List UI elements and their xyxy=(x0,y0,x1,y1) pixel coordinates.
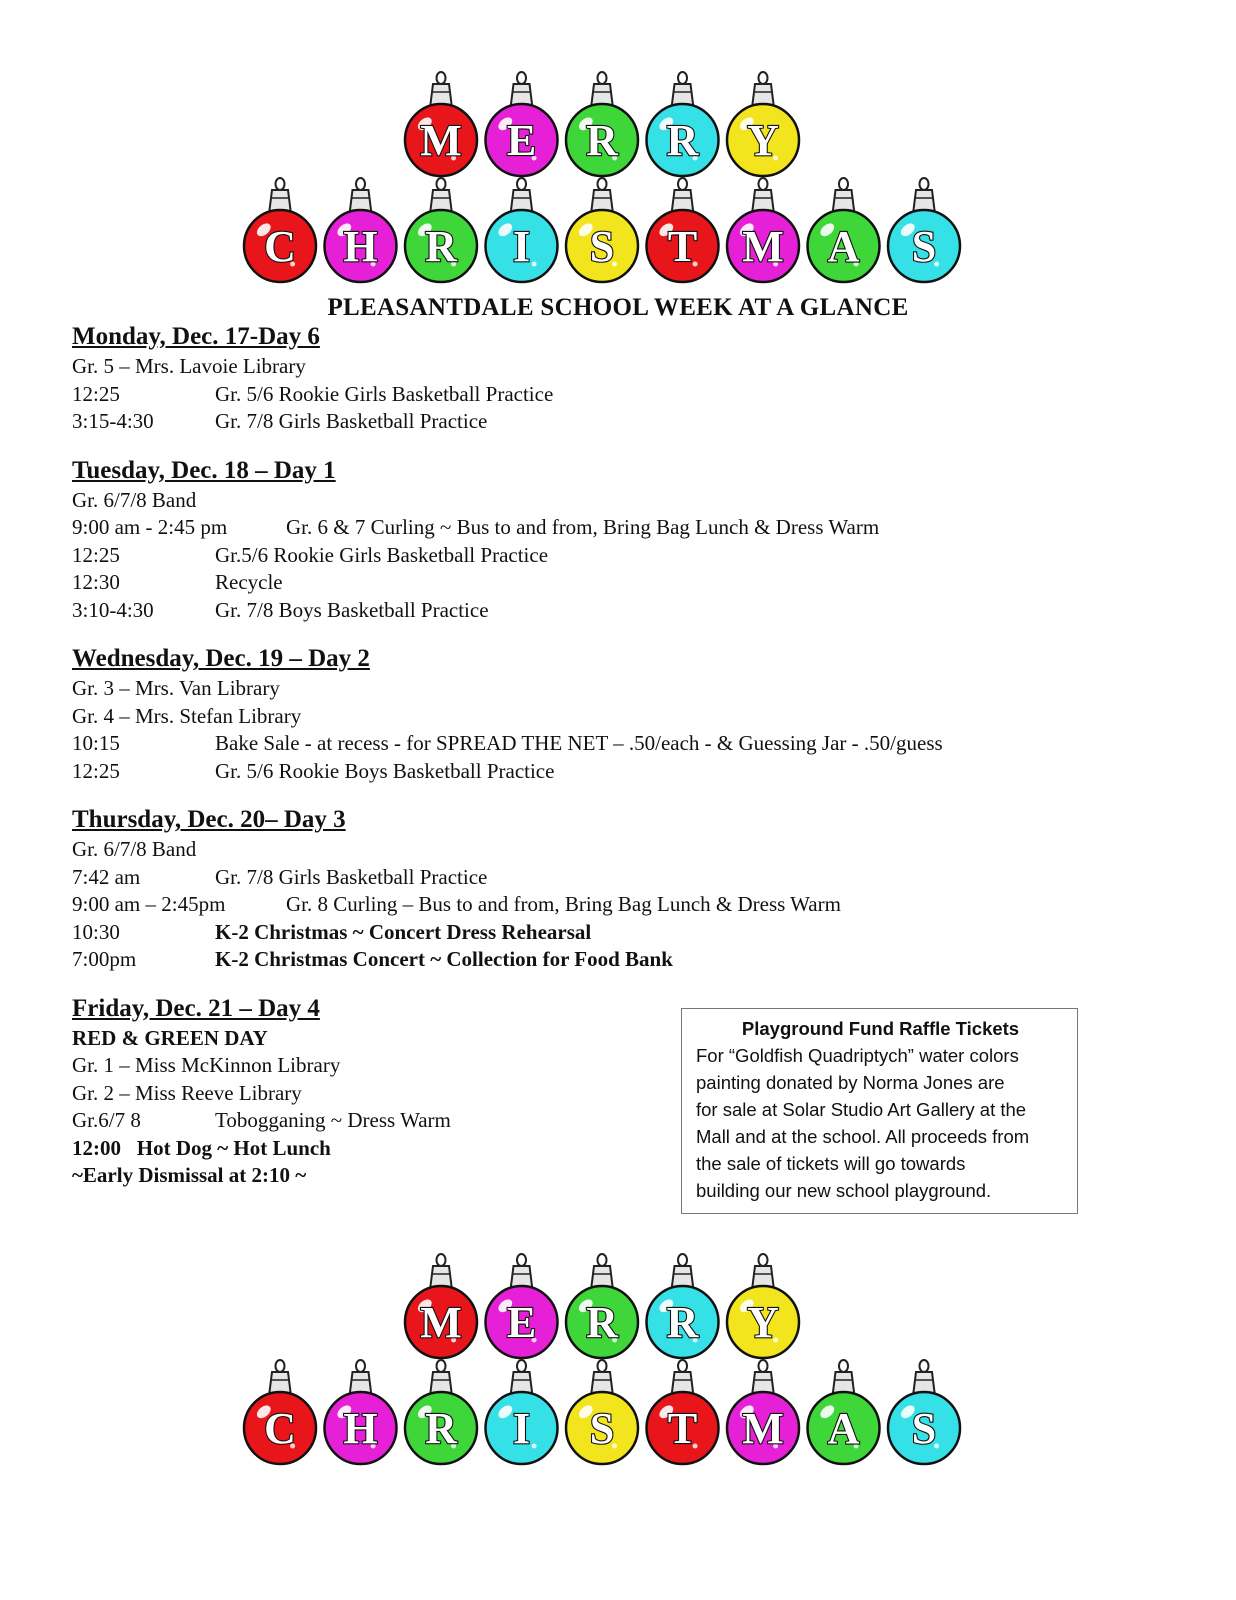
item-time: Gr.6/7 8 xyxy=(72,1108,141,1132)
item-time: 7:42 am xyxy=(72,864,141,889)
item-text: Gr. 5 – Mrs. Lavoie Library xyxy=(72,354,306,378)
ornament-m xyxy=(405,72,477,176)
ornament-r xyxy=(405,178,477,282)
schedule-item xyxy=(72,703,1172,731)
ornament-c xyxy=(244,178,316,282)
raffle-notice-box xyxy=(681,1008,1078,1214)
ornament-letter: S xyxy=(589,222,615,271)
item-text: Gr. 3 – Mrs. Van Library xyxy=(72,676,280,700)
ornament-i xyxy=(486,1360,558,1464)
ornament-letter: M xyxy=(420,116,462,165)
merry-christmas-banner-top xyxy=(0,70,1236,300)
ornament-y xyxy=(727,1254,799,1358)
schedule-item xyxy=(72,514,1172,542)
ornament-s xyxy=(888,178,960,282)
schedule-item xyxy=(72,946,1172,974)
ornament-letter: S xyxy=(911,1404,937,1453)
ornament-m xyxy=(405,1254,477,1358)
ornament-letter: H xyxy=(343,222,378,271)
schedule-item xyxy=(72,408,1172,436)
item-text: Gr. 7/8 Girls Basketball Practice xyxy=(215,409,488,433)
schedule-item xyxy=(72,381,1172,409)
ornament-m xyxy=(727,1360,799,1464)
raffle-line: the sale of tickets will go towards xyxy=(696,1153,966,1174)
item-text: Gr. 6/7/8 Band xyxy=(72,837,197,861)
schedule-item xyxy=(72,542,1172,570)
day-heading-tuesday: Tuesday, Dec. 18 – Day 1 xyxy=(72,456,336,484)
item-text: RED & GREEN DAY xyxy=(72,1025,268,1050)
item-text: Gr. 6/7/8 Band xyxy=(72,487,197,512)
ornament-letter: M xyxy=(742,1404,784,1453)
item-time: 12:25 xyxy=(72,542,120,567)
ornament-r xyxy=(647,1254,719,1358)
item-text: Gr. 7/8 Girls Basketball Practice xyxy=(215,864,488,889)
ornament-e xyxy=(486,1254,558,1358)
item-time: 3:10-4:30 xyxy=(72,597,154,622)
ornament-letter: A xyxy=(827,222,860,271)
day-wednesday xyxy=(72,644,1172,785)
ornament-a xyxy=(808,1360,880,1464)
ornament-letter: S xyxy=(911,222,937,271)
ornament-t xyxy=(647,178,719,282)
ornament-y xyxy=(727,72,799,176)
ornament-row-svg-top xyxy=(0,70,1236,300)
ornament-a xyxy=(808,178,880,282)
item-text: Gr. 5/6 Rookie Girls Basketball Practice xyxy=(215,381,554,406)
item-text: Tobogganing ~ Dress Warm xyxy=(215,1108,451,1132)
day-heading-friday: Friday, Dec. 21 – Day 4 xyxy=(72,994,320,1022)
ornament-letter: E xyxy=(506,116,537,165)
item-time: 10:30 xyxy=(72,919,120,944)
item-text: K-2 Christmas ~ Concert Dress Rehearsal xyxy=(215,919,592,944)
item-text: Gr. 2 – Miss Reeve Library xyxy=(72,1080,302,1105)
item-time: 7:00pm xyxy=(72,947,137,971)
ornament-letter: Y xyxy=(747,116,779,165)
item-time: 12:25 xyxy=(72,758,120,783)
ornament-letter: C xyxy=(264,1404,296,1453)
item-text: Gr. 7/8 Boys Basketball Practice xyxy=(215,597,489,622)
item-time: 12:30 xyxy=(72,570,120,594)
day-thursday xyxy=(72,805,1172,974)
ornament-letter: I xyxy=(512,1404,531,1453)
day-heading-wednesday: Wednesday, Dec. 19 – Day 2 xyxy=(72,645,370,672)
item-time: 9:00 am - 2:45 pm xyxy=(72,515,228,539)
item-text: Gr.5/6 Rookie Girls Basketball Practice xyxy=(215,542,549,567)
ornament-t xyxy=(647,1360,719,1464)
ornament-letter: R xyxy=(586,116,618,165)
schedule-item xyxy=(72,675,1172,703)
ornament-r xyxy=(566,72,638,176)
item-text: Gr. 8 Curling – Bus to and from, Bring Bag Lunch & Dress Warm xyxy=(286,892,841,916)
item-text: Gr. 5/6 Rookie Boys Basketball Practice xyxy=(215,758,555,783)
item-time: 12:25 xyxy=(72,381,120,406)
schedule-item xyxy=(72,836,1172,864)
ornament-row-svg-bottom xyxy=(0,1252,1236,1482)
raffle-line: painting donated by Norma Jones are xyxy=(696,1072,1005,1093)
schedule-item xyxy=(72,487,1172,515)
ornament-r xyxy=(405,1360,477,1464)
ornament-letter: R xyxy=(425,222,457,271)
ornament-s xyxy=(566,1360,638,1464)
raffle-line: building our new school playground. xyxy=(696,1180,992,1201)
page-title: PLEASANTDALE SCHOOL WEEK AT A GLANCE xyxy=(327,294,909,321)
ornament-letter: H xyxy=(343,1404,378,1453)
day-tuesday xyxy=(72,456,1172,625)
ornament-letter: E xyxy=(506,1298,537,1347)
schedule-item xyxy=(72,353,1172,381)
ornament-letter: R xyxy=(425,1404,457,1453)
ornament-letter: R xyxy=(666,1298,699,1347)
ornament-letter: T xyxy=(667,1404,698,1453)
schedule-item xyxy=(72,864,1172,892)
merry-christmas-banner-bottom xyxy=(0,1252,1236,1482)
item-time: 10:15 xyxy=(72,731,120,755)
raffle-title: Playground Fund Raffle Tickets xyxy=(741,1018,1020,1039)
ornament-e xyxy=(486,72,558,176)
raffle-line: For “Goldfish Quadriptych” water colors xyxy=(696,1045,1019,1066)
schedule-item xyxy=(72,758,1172,786)
schedule-item xyxy=(72,730,1172,758)
ornament-letter: S xyxy=(589,1404,615,1453)
item-text: Recycle xyxy=(215,570,283,594)
item-text: Bake Sale - at recess - for SPREAD THE NET – .50/each - & Guessing Jar - .50/guess xyxy=(215,731,943,755)
item-text: K-2 Christmas Concert ~ Collection for Food Bank xyxy=(215,947,673,971)
item-time: 3:15-4:30 xyxy=(72,409,154,433)
ornament-letter: C xyxy=(264,222,296,271)
ornament-i xyxy=(486,178,558,282)
ornament-m xyxy=(727,178,799,282)
schedule-item xyxy=(72,891,1172,919)
ornament-letter: I xyxy=(512,222,531,271)
ornament-letter: A xyxy=(827,1404,860,1453)
ornament-r xyxy=(647,72,719,176)
ornament-letter: M xyxy=(420,1298,462,1347)
item-text: ~Early Dismissal at 2:10 ~ xyxy=(72,1163,307,1187)
ornament-letter: Y xyxy=(747,1298,779,1347)
raffle-line: Mall and at the school. All proceeds from xyxy=(696,1126,1030,1147)
schedule-item xyxy=(72,919,1172,947)
day-heading-monday: Monday, Dec. 17-Day 6 xyxy=(72,323,320,350)
ornament-h xyxy=(325,1360,397,1464)
ornament-letter: R xyxy=(586,1298,618,1347)
ornament-c xyxy=(244,1360,316,1464)
ornament-letter: T xyxy=(667,222,698,271)
schedule-item xyxy=(72,569,1172,597)
ornament-h xyxy=(325,178,397,282)
raffle-line: for sale at Solar Studio Art Gallery at the xyxy=(696,1099,1027,1120)
ornament-s xyxy=(888,1360,960,1464)
ornament-letter: M xyxy=(742,222,784,271)
item-text: 12:00 Hot Dog ~ Hot Lunch xyxy=(72,1135,331,1160)
item-text: Gr. 4 – Mrs. Stefan Library xyxy=(72,703,302,728)
schedule-item xyxy=(72,597,1172,625)
item-text: Gr. 1 – Miss McKinnon Library xyxy=(72,1053,341,1077)
ornament-s xyxy=(566,178,638,282)
day-heading-thursday: Thursday, Dec. 20– Day 3 xyxy=(72,806,346,833)
item-time: 9:00 am – 2:45pm xyxy=(72,892,226,916)
item-text: Gr. 6 & 7 Curling ~ Bus to and from, Bring Bag Lunch & Dress Warm xyxy=(286,515,880,539)
day-monday xyxy=(72,322,1172,436)
ornament-r xyxy=(566,1254,638,1358)
ornament-letter: R xyxy=(666,116,699,165)
